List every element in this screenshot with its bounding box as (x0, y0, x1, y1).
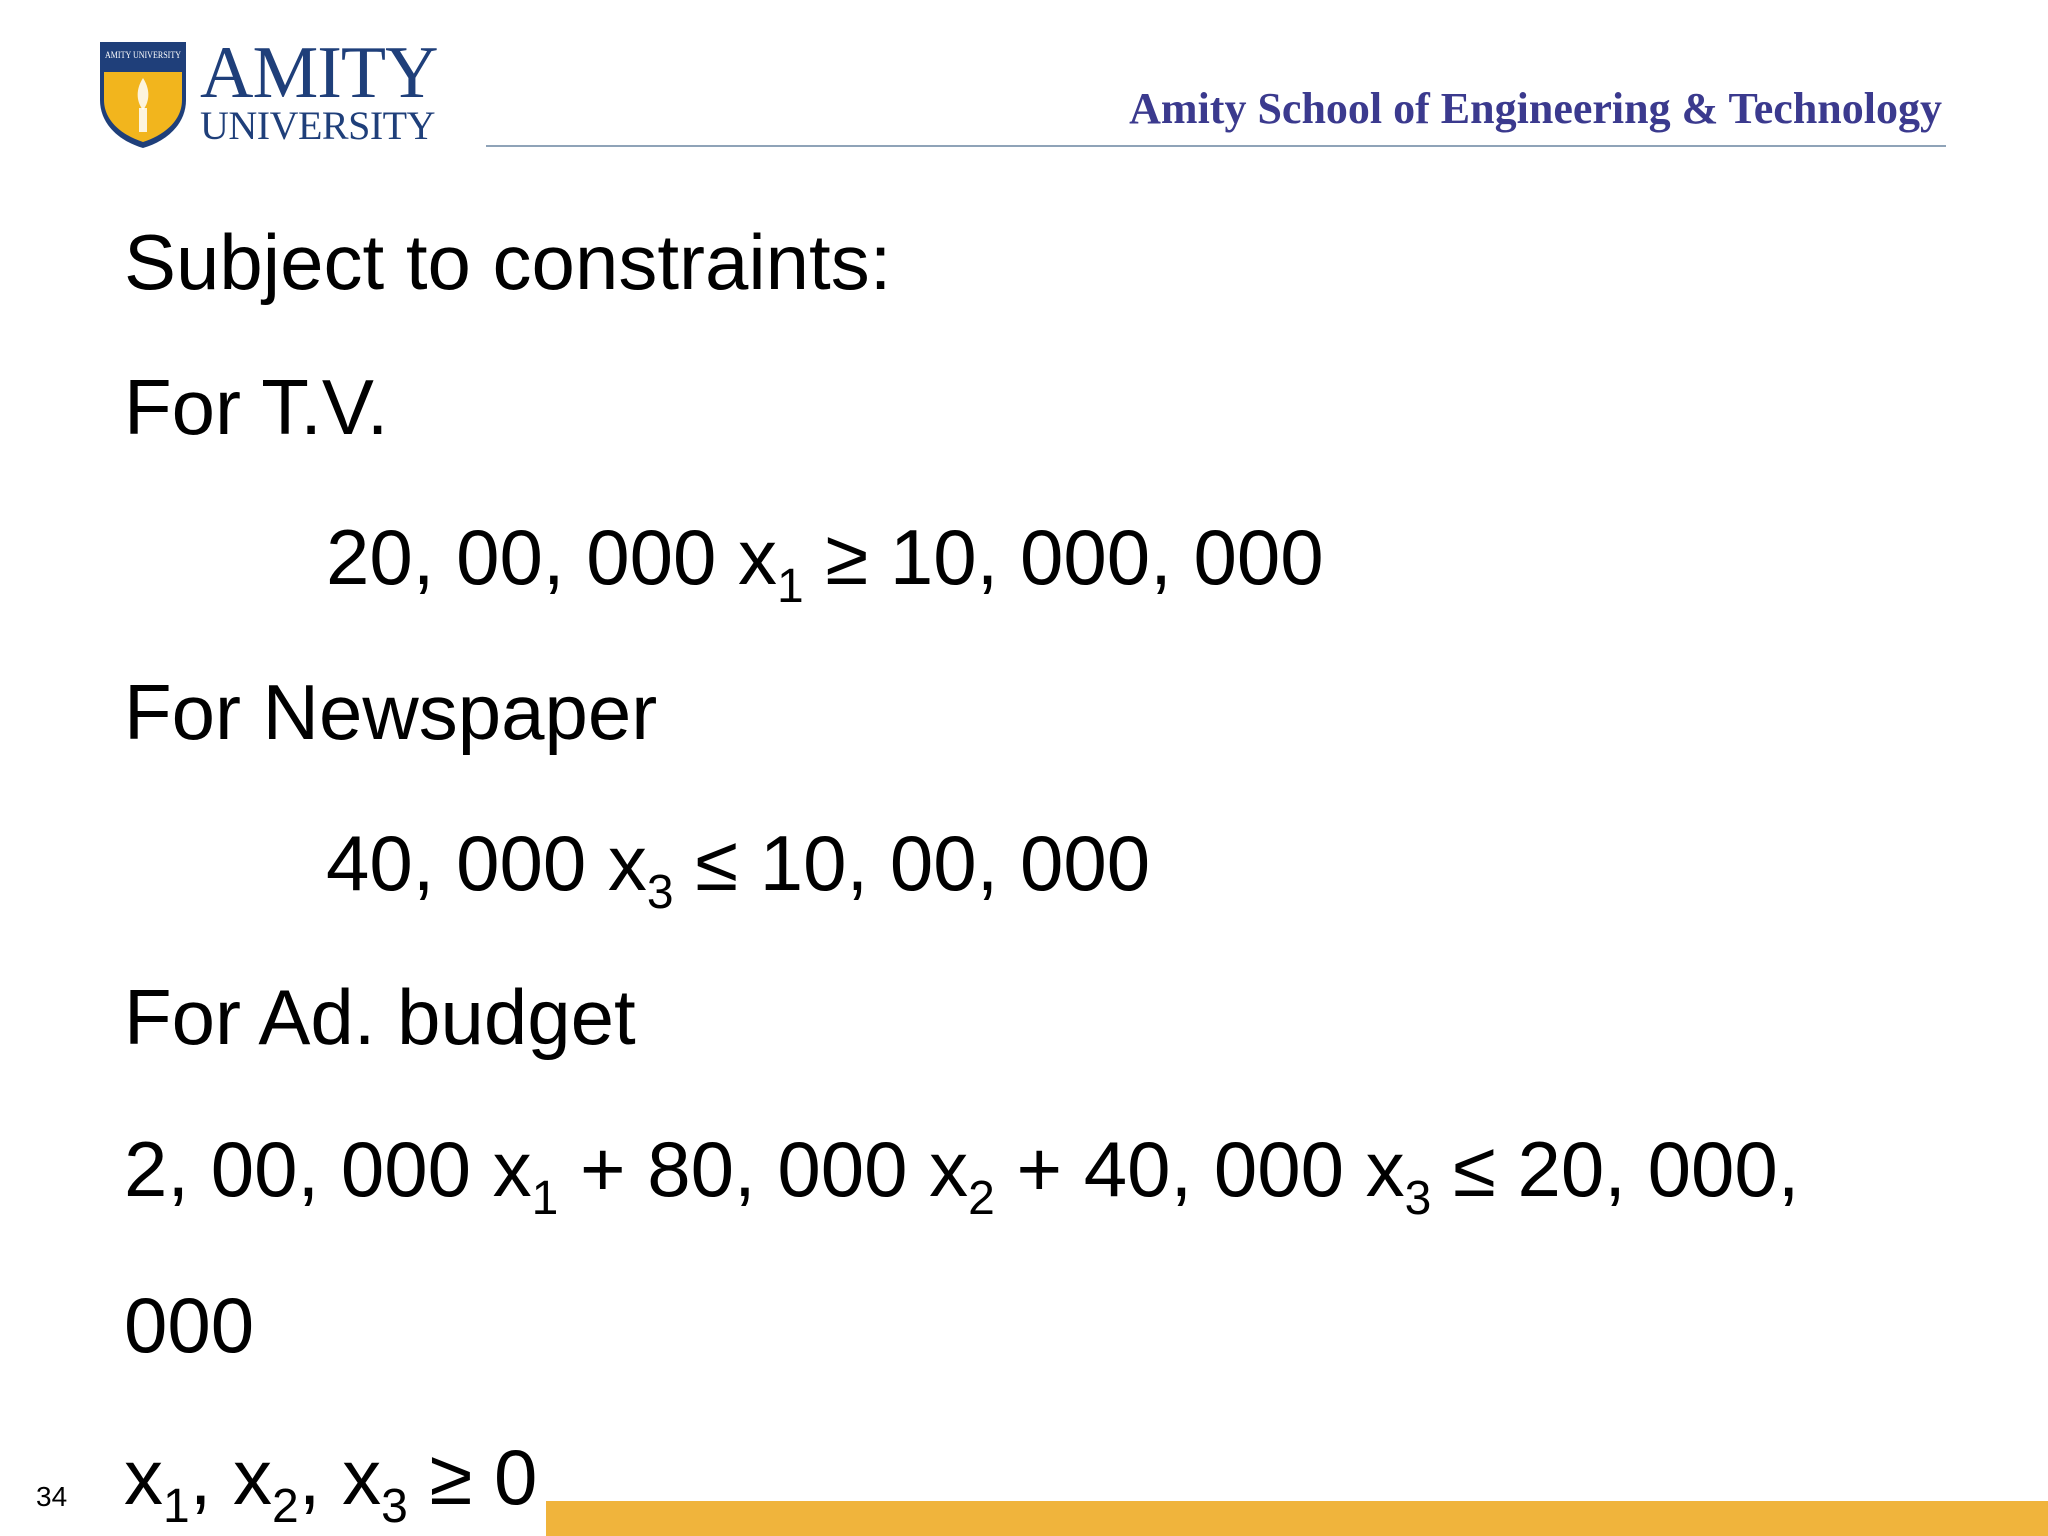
footer-bar (546, 1501, 2048, 1536)
budget-label: For Ad. budget (124, 973, 636, 1061)
nonnegativity-constraint: $x_1$, $x_2$, $x_3 \ge 0$ (124, 1433, 538, 1533)
newspaper-constraint: 40, 000 $x_3 \le 10$, 00, 000 (326, 819, 1151, 919)
budget-constraint: 2, 00, 000 $x_1 + 80$, 000 $x_2 + 40$, 000 $x_3 \le 20$, 000, (124, 1125, 1800, 1225)
tv-constraint: 20, 00, 000 $x_1 \ge 10$, 000, 000 (326, 513, 1324, 613)
newspaper-label: For Newspaper (124, 668, 658, 756)
tv-label: For T.V. (124, 363, 389, 451)
logo-subtitle: UNIVERSITY (200, 103, 435, 148)
slide-number: 34 (36, 1481, 68, 1512)
slide-heading: Subject to constraints: (124, 218, 892, 306)
amity-logo (96, 32, 446, 148)
header-divider (486, 145, 1946, 147)
amity-shield-icon (96, 38, 190, 148)
budget-constraint-wrap: 000 (124, 1281, 255, 1369)
school-name: Amity School of Engineering & Technology (1129, 84, 1942, 133)
logo-title: AMITY (200, 32, 438, 114)
logo-badge-text: AMITY UNIVERSITY (105, 50, 182, 60)
